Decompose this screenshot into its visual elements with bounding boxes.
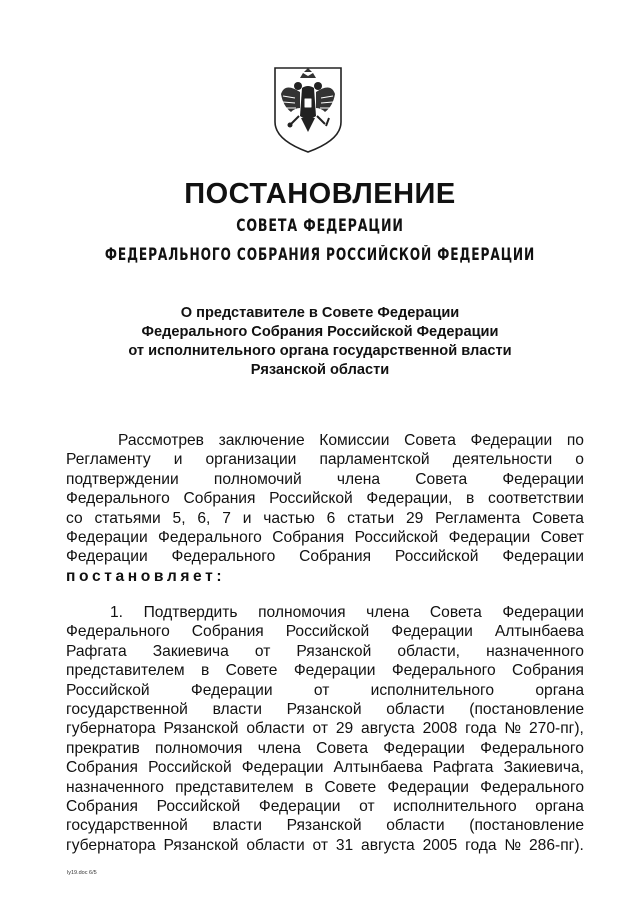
paragraph-item-1: [66, 603, 584, 855]
paragraph-line: назначенного представителем в Совете Федерации Федерального: [66, 778, 584, 796]
resolves-word: постановляет:: [66, 567, 226, 585]
coat-of-arms-icon: [271, 64, 345, 154]
paragraph-line: государственной власти Рязанской области (постановление: [66, 817, 584, 835]
paragraph-line: прекратив полномочия члена Совета Федерации Федерального: [66, 739, 584, 757]
subject-line: Федерального Собрания Российской Федерации: [141, 324, 499, 340]
paragraph-line: [66, 567, 584, 586]
paragraph-line: представителем в Совете Федерации Федерального Собрания: [66, 662, 584, 680]
paragraph-line: Федерального Собрания Российской Федерации, в соответствии: [66, 490, 584, 508]
subject-line: О представителе в Совете Федерации: [180, 305, 460, 321]
paragraph-line: Собрания Российской Федерации Алтынбаева Рафгата Закиевича,: [66, 759, 584, 777]
paragraph-line: Собрания Российской Федерации от исполнительного органа: [66, 797, 584, 815]
paragraph-line: Рассмотрев заключение Комиссии Совета Федерации по: [118, 432, 584, 449]
paragraph-line: Российской Федерации от исполнительного органа: [66, 681, 584, 699]
paragraph-line: губернатора Рязанской области от 29 августа 2008 года № 270-пг),: [66, 720, 584, 738]
paragraph-line: губернатора Рязанской области от 31 августа 2005 года № 286-пг).: [66, 836, 584, 854]
paragraph-line: Федерального Собрания Российской Федерации Алтынбаева: [66, 623, 584, 641]
subject-line: от исполнительного органа государственной власти: [128, 343, 512, 359]
paragraph-line: Федерации Федерального Собрания Российской Федерации: [66, 548, 584, 566]
paragraph-preamble: [66, 431, 584, 586]
paragraph-line: Регламенту и организации парламентской деятельности о: [66, 451, 584, 469]
paragraph-line: Рафгата Закиевича от Рязанской области, назначенного: [66, 642, 584, 660]
subject-line: Рязанской области: [250, 362, 390, 378]
paragraph-line: подтверждении полномочий члена Совета Федерации: [66, 470, 584, 488]
footer-file-code: ly19.doc 6/5: [67, 870, 97, 876]
paragraph-line: государственной власти Рязанской области (постановление: [66, 700, 584, 718]
document-subject: [60, 304, 580, 380]
paragraph-line: 1. Подтвердить полномочия члена Совета Федерации: [110, 604, 584, 621]
paragraph-line: Федерации Федерального Собрания Российской Федерации Совет: [66, 528, 584, 546]
issuer-line-1: СОВЕТА ФЕДЕРАЦИИ: [236, 216, 404, 236]
issuer-line-2: ФЕДЕРАЛЬНОГО СОБРАНИЯ РОССИЙСКОЙ ФЕДЕРАЦИИ: [104, 245, 536, 264]
document-title: ПОСТАНОВЛЕНИЕ: [184, 178, 456, 210]
paragraph-line: со статьями 5, 6, 7 и частью 6 статьи 29 Регламента Совета: [66, 509, 584, 527]
